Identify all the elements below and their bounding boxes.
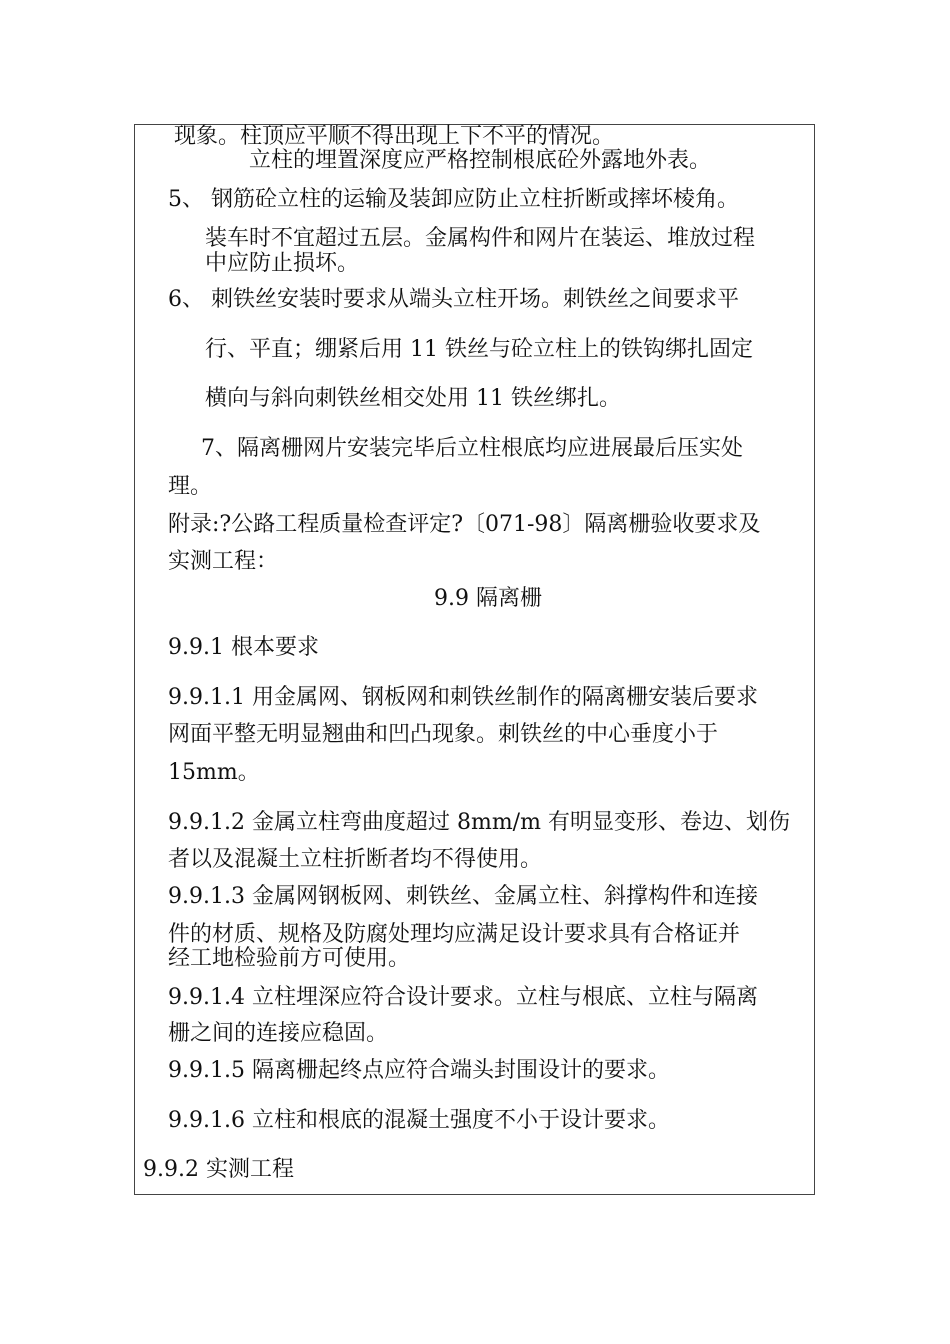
text-line: 经工地检验前方可使用。 (168, 946, 411, 971)
subsection-heading: 9.9.1 根本要求 (168, 635, 319, 660)
text-line: 9.9.1.6 立柱和根底的混凝土强度不小于设计要求。 (168, 1108, 670, 1133)
text-line: 理。 (168, 474, 213, 499)
text-line: 7、隔离栅网片安装完毕后立柱根底均应进展最后压实处 (201, 436, 743, 461)
text-line: 件的材质、规格及防腐处理均应满足设计要求具有合格证并 (168, 922, 741, 947)
text-line: 15mm。 (168, 760, 260, 785)
text-line: 9.9.1.5 隔离栅起终点应符合端头封围设计的要求。 (168, 1058, 670, 1083)
text-line: 5、 钢筋砼立柱的运输及装卸应防止立柱折断或摔坏棱角。 (168, 187, 739, 212)
text-line: 附录:?公路工程质量检查评定?〔071-98〕隔离栅验收要求及 (168, 512, 761, 537)
text-line: 立柱的埋置深度应严格控制根底砼外露地外表。 (249, 148, 712, 173)
text-line: 装车时不宜超过五层。金属构件和网片在装运、堆放过程 (205, 226, 756, 251)
text-line: 中应防止损坏。 (205, 251, 360, 276)
text-line: 9.9.1.2 金属立柱弯曲度超过 8mm/m 有明显变形、卷边、划伤 (168, 810, 790, 835)
text-line: 6、 刺铁丝安装时要求从端头立柱开场。刺铁丝之间要求平 (168, 287, 739, 312)
text-line: 9.9.1.1 用金属网、钢板网和刺铁丝制作的隔离栅安装后要求 (168, 685, 758, 710)
text-line: 栅之间的连接应稳固。 (168, 1021, 389, 1046)
section-heading: 9.9 隔离栅 (434, 586, 542, 611)
text-line: 者以及混凝土立柱折断者均不得使用。 (168, 847, 543, 872)
text-line: 行、平直；绷紧后用 11 铁丝与砼立柱上的铁钩绑扎固定 (205, 337, 753, 362)
text-line: 9.9.1.3 金属网钢板网、刺铁丝、金属立柱、斜撑构件和连接 (168, 884, 758, 909)
text-line: 9.9.1.4 立柱埋深应符合设计要求。立柱与根底、立柱与隔离 (168, 985, 758, 1010)
text-line: 网面平整无明显翘曲和凹凸现象。刺铁丝的中心垂度小于 (168, 722, 719, 747)
text-line: 实测工程： (168, 549, 279, 574)
text-line: 横向与斜向刺铁丝相交处用 11 铁丝绑扎。 (205, 386, 621, 411)
subsection-heading: 9.9.2 实测工程 (143, 1157, 294, 1182)
text-line: 现象。柱顶应平顺不得出现上下不平的情况。 (174, 124, 615, 149)
